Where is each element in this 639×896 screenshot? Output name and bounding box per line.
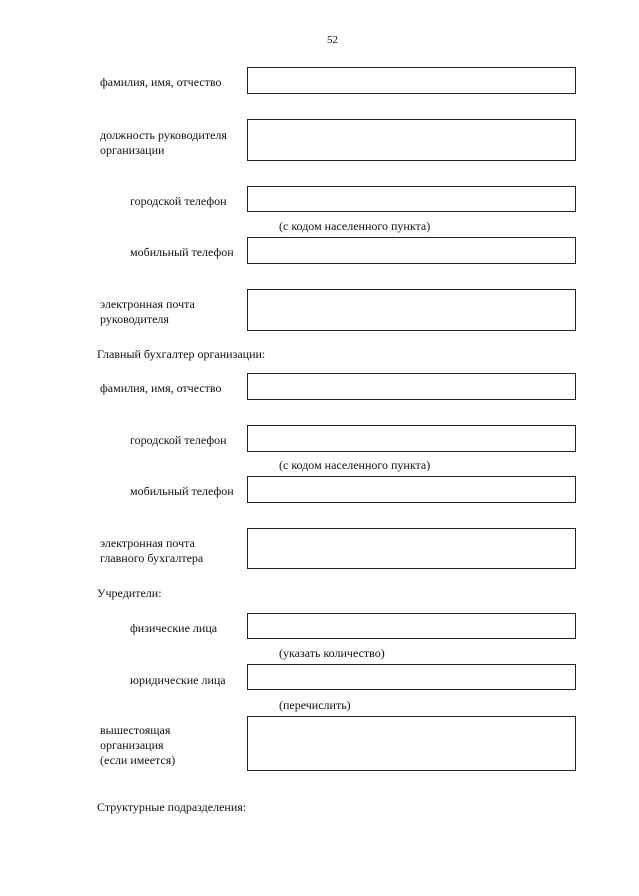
parent-org-label-line2: организация <box>100 738 164 752</box>
accountant-fio-field[interactable] <box>247 373 576 400</box>
head-city-phone-hint: (с кодом населенного пункта) <box>279 219 431 233</box>
head-email-field[interactable] <box>247 289 576 331</box>
parent-org-label-line3: (если имеется) <box>100 753 176 767</box>
founders-legal-label: юридические лица <box>130 673 226 687</box>
accountant-fio-label: фамилия, имя, отчество <box>100 381 222 395</box>
accountant-city-phone-hint: (с кодом населенного пункта) <box>279 458 431 472</box>
chief-accountant-section-title: Главный бухгалтер организации: <box>97 347 266 361</box>
page-number: 52 <box>327 34 338 46</box>
founders-legal-hint: (перечислить) <box>279 698 351 712</box>
accountant-mobile-phone-label: мобильный телефон <box>130 484 234 498</box>
head-email-label-line1: электронная почта <box>100 297 195 311</box>
head-position-label-line2: организации <box>100 143 165 157</box>
head-mobile-phone-field[interactable] <box>247 237 576 264</box>
head-fio-field[interactable] <box>247 67 576 94</box>
founders-individuals-field[interactable] <box>247 613 576 639</box>
head-position-field[interactable] <box>247 119 576 161</box>
parent-org-field[interactable] <box>247 716 576 771</box>
head-city-phone-field[interactable] <box>247 186 576 212</box>
accountant-city-phone-field[interactable] <box>247 425 576 452</box>
head-email-label-line2: руководителя <box>100 312 169 326</box>
accountant-city-phone-label: городской телефон <box>130 433 227 447</box>
founders-individuals-hint: (указать количество) <box>279 646 385 660</box>
founders-legal-field[interactable] <box>247 664 576 690</box>
accountant-email-field[interactable] <box>247 528 576 569</box>
head-mobile-phone-label: мобильный телефон <box>130 245 234 259</box>
accountant-mobile-phone-field[interactable] <box>247 476 576 503</box>
accountant-email-label-line2: главного бухгалтера <box>100 551 204 565</box>
founders-individuals-label: физические лица <box>130 621 218 635</box>
head-city-phone-label: городской телефон <box>130 194 227 208</box>
structural-units-title: Структурные подразделения: <box>97 800 247 814</box>
parent-org-label-line1: вышестоящая <box>100 723 171 737</box>
head-position-label-line1: должность руководителя <box>100 128 227 142</box>
founders-section-title: Учредители: <box>97 586 162 600</box>
head-fio-label: фамилия, имя, отчество <box>100 75 222 89</box>
accountant-email-label-line1: электронная почта <box>100 536 195 550</box>
